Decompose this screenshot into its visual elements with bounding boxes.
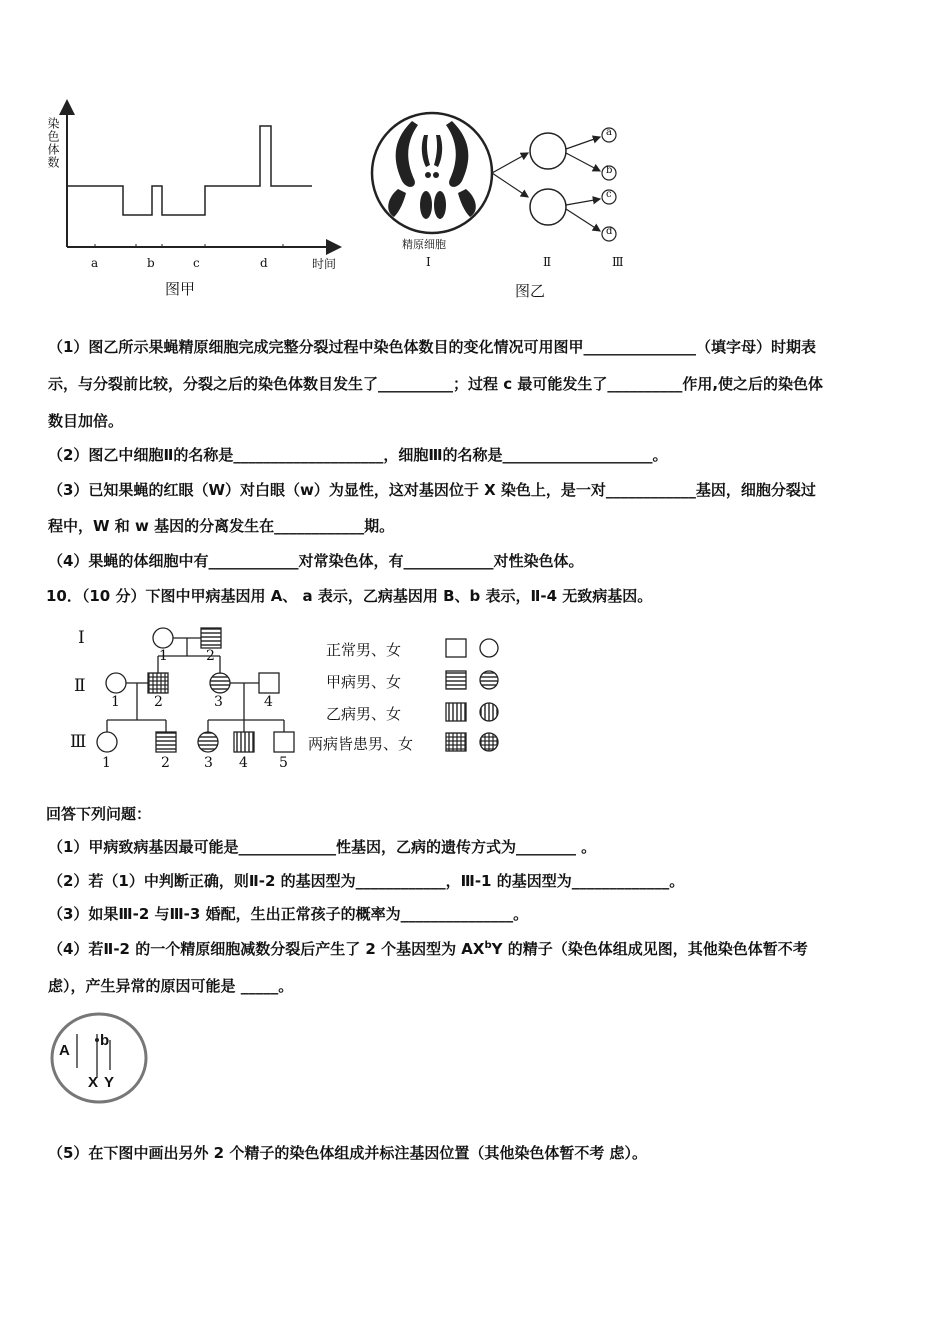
- q10-part1: （1）甲病致病基因最可能是_____________性基因，乙病的遗传方式为________ 。: [48, 838, 597, 856]
- gen3-num4: 4: [239, 755, 248, 771]
- gen3-ind2: [156, 732, 176, 752]
- cell-iii-a-label: a: [606, 127, 612, 138]
- graph-a-ylabel: 染色体数: [46, 117, 60, 169]
- figure-top: [40, 95, 640, 310]
- gen2-num1: 1: [111, 694, 120, 710]
- arrow-to-b: [566, 153, 600, 171]
- gen1-ind1: [153, 628, 173, 648]
- q10-part2: （2）若（1）中判断正确，则Ⅱ-2 的基因型为____________，Ⅲ-1 的基因型为_____________。: [48, 872, 685, 890]
- q10-part4-line2: 虑），产生异常的原因可能是 _____。: [48, 977, 294, 995]
- centromere-x: [95, 1038, 99, 1042]
- cell-ii-bottom: [530, 189, 566, 225]
- sperm-label-b: b: [100, 1032, 110, 1049]
- gen3-num5: 5: [279, 755, 288, 771]
- legend-normal-label: 正常男、女: [326, 641, 402, 659]
- graph-a-step-line: [67, 126, 312, 215]
- gen3-num1: 1: [102, 755, 111, 771]
- sperm-label-y: Y: [104, 1074, 115, 1091]
- gen2-ind4: [259, 673, 279, 693]
- gen3-ind5: [274, 732, 294, 752]
- gen1-num1: 1: [159, 648, 168, 664]
- legend-normal-male: [446, 639, 466, 657]
- gen3-num3: 3: [204, 755, 213, 771]
- legend-both-male: [446, 733, 466, 751]
- cell-iii-d-label: d: [606, 226, 613, 237]
- q10-part3: （3）如果Ⅲ-2 与Ⅲ-3 婚配，生出正常孩子的概率为_______________。: [48, 905, 529, 923]
- legend-disease-b-label: 乙病男、女: [326, 705, 402, 723]
- sperm-label-x: X: [88, 1074, 99, 1091]
- sperm-cell-figure: [50, 1010, 150, 1106]
- q10-answer-prompt: 回答下列问题：: [46, 805, 152, 823]
- graph-a-tick-b: b: [147, 256, 155, 270]
- stage-label-iii: Ⅲ: [612, 255, 624, 269]
- graph-a-xlabel: 时间: [312, 257, 337, 271]
- q10-part4-line1: [48, 938, 808, 959]
- q9-part4: （4）果蝇的体细胞中有____________对常染色体，有____________对性染色体。: [48, 552, 584, 570]
- legend-both-female: [480, 733, 498, 751]
- gen2-num2: 2: [154, 694, 163, 710]
- graph-b-svg: [360, 95, 640, 310]
- graph-a-caption: 图甲: [165, 280, 196, 298]
- gen-label-i: Ⅰ: [78, 628, 85, 648]
- stage-label-ii: Ⅱ: [543, 255, 552, 269]
- graph-a-tick-c: c: [193, 256, 200, 270]
- arrow-to-d: [566, 209, 600, 231]
- q9-part3-line2: 程中，W 和 w 基因的分离发生在____________期。: [48, 517, 395, 535]
- sperm-label-a: A: [59, 1042, 70, 1059]
- gen3-ind4: [234, 732, 254, 752]
- gen2-num4: 4: [264, 694, 273, 710]
- q10-part5: （5）在下图中画出另外 2 个精子的染色体组成并标注基因位置（其他染色体暂不考 虑）。: [48, 1144, 648, 1162]
- legend-disease-a-female: [480, 671, 498, 689]
- q10-intro: 10．（10 分）下图中甲病基因用 A、 a 表示，乙病基因用 B、b 表示，Ⅱ-4 无致病基因。: [46, 587, 653, 605]
- gen2-ind3: [210, 673, 230, 693]
- graph-a-tick-a: a: [91, 256, 99, 270]
- q10-part4-text-a: （4）若Ⅱ-2 的一个精原细胞减数分裂后产生了 2 个基因型为 AX: [48, 940, 485, 958]
- pedigree-chart: [60, 620, 510, 780]
- q10-part4-text-b: Y 的精子（染色体组成见图，其他染色体暂不考: [491, 940, 808, 958]
- arrow-to-a: [566, 137, 600, 149]
- gen3-ind3: [198, 732, 218, 752]
- legend-normal-female: [480, 639, 498, 657]
- graph-a-tick-d: d: [260, 256, 268, 270]
- gen1-num2: 2: [206, 648, 215, 664]
- gen3-num2: 2: [161, 755, 170, 771]
- arrow-to-c: [566, 199, 600, 205]
- stage-label-i: Ⅰ: [426, 255, 431, 269]
- q9-part1-line1: （1）图乙所示果蝇精原细胞完成完整分裂过程中染色体数目的变化情况可用图甲_______________（填字母）时期表: [48, 338, 816, 356]
- cell-iii-b-label: b: [606, 165, 613, 176]
- gen2-ind2: [148, 673, 168, 693]
- gen-label-iii: Ⅲ: [70, 732, 87, 752]
- cell-ii-top: [530, 133, 566, 169]
- legend-disease-b-male: [446, 703, 466, 721]
- gen1-ind2: [201, 628, 221, 648]
- cell-iii-c-label: c: [606, 189, 612, 200]
- spermatogonium-label: 精原细胞: [402, 238, 446, 251]
- legend-disease-b-female: [480, 703, 498, 721]
- q9-part1-line2: 示，与分裂前比较，分裂之后的染色体数目发生了__________；过程 c 最可能发生了__________作用,使之后的染色体: [48, 375, 824, 393]
- q9-part3-line1: （3）已知果蝇的红眼（W）对白眼（w）为显性，这对基因位于 X 染色上，是一对____________基因，细胞分裂过: [48, 481, 816, 499]
- gen-label-ii: Ⅱ: [74, 676, 86, 696]
- gen2-num3: 3: [214, 694, 223, 710]
- gen2-ind1: [106, 673, 126, 693]
- legend-both-label: 两病皆患男、女: [308, 735, 414, 753]
- legend-disease-a-male: [446, 671, 466, 689]
- arrow-to-cell-ii-top: [492, 153, 528, 173]
- q9-part2: （2）图乙中细胞Ⅱ的名称是____________________，细胞Ⅲ的名称是____________________。: [48, 446, 668, 464]
- q9-part1-line3: 数目加倍。: [48, 412, 124, 430]
- gen3-ind1: [97, 732, 117, 752]
- arrow-to-cell-ii-bottom: [492, 173, 528, 197]
- legend-disease-a-label: 甲病男、女: [326, 673, 402, 691]
- spermatogonium-cell: [372, 113, 492, 233]
- graph-b-caption: 图乙: [515, 282, 546, 300]
- q10-part4-sup: b: [484, 940, 492, 951]
